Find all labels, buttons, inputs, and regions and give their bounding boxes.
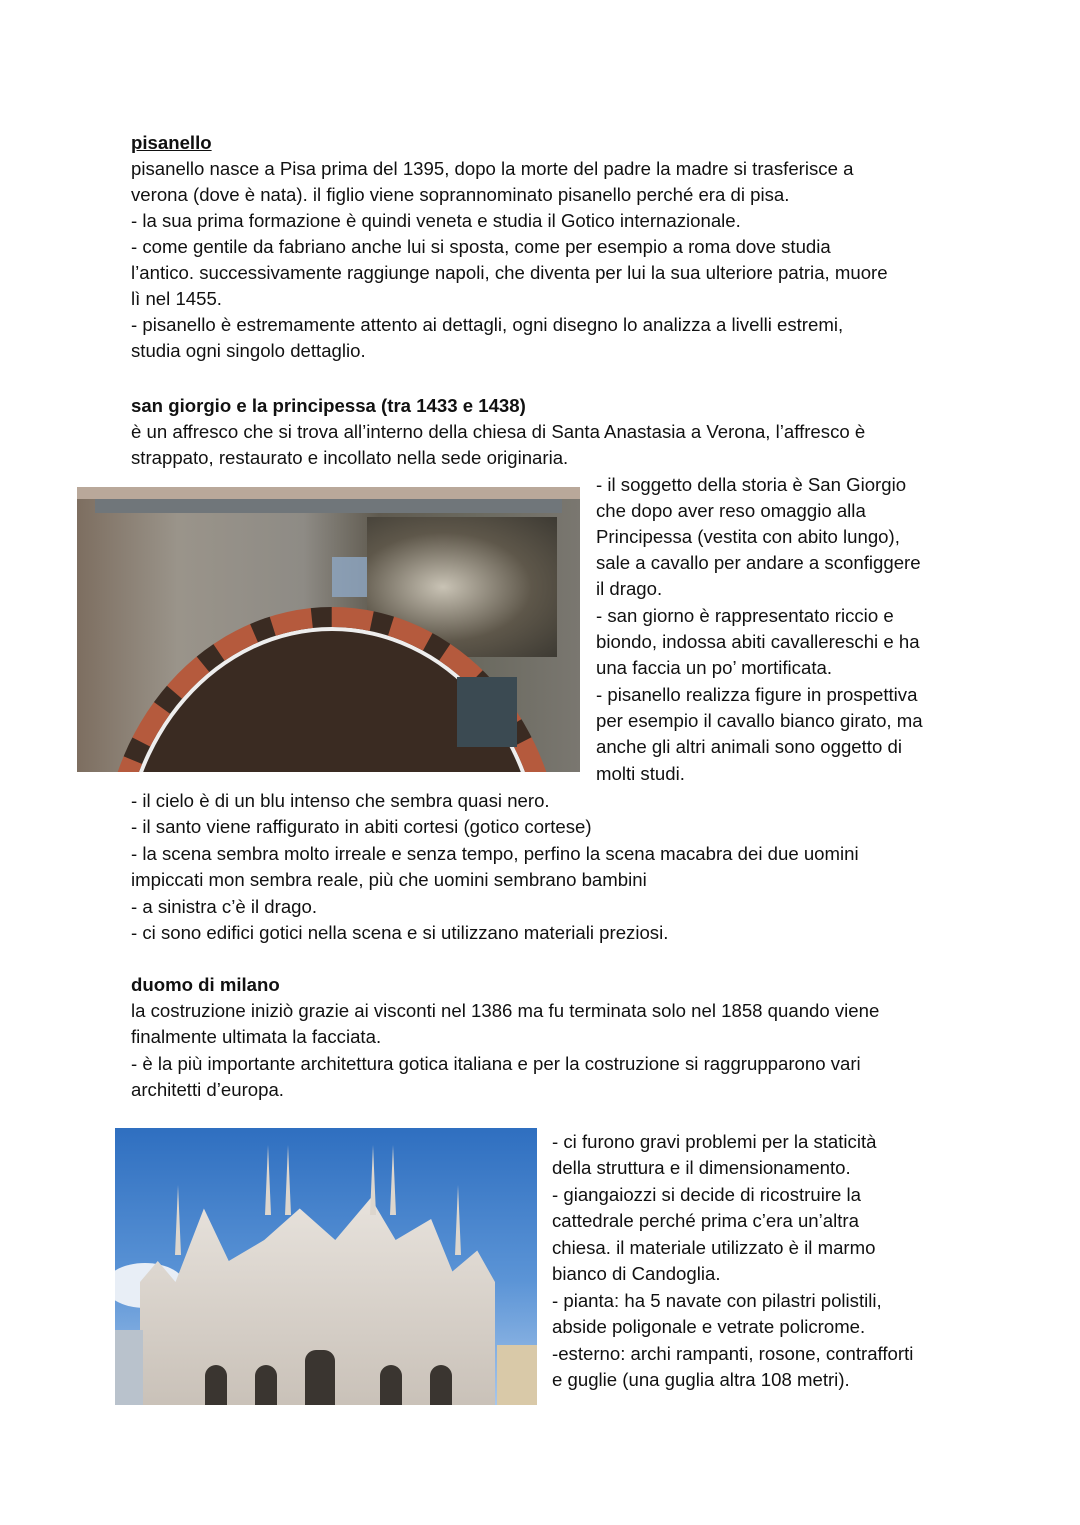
side-text-line: - ci furono gravi problemi per la staticità: [552, 1131, 877, 1152]
section-title-duomo: duomo di milano: [131, 974, 280, 995]
duomo-milano-image: [115, 1128, 537, 1405]
side-text-line: bianco di Candoglia.: [552, 1263, 721, 1284]
side-text-line: che dopo aver reso omaggio alla: [596, 500, 866, 521]
side-text-line: per esempio il cavallo bianco girato, ma: [596, 710, 923, 731]
side-text-line: molti studi.: [596, 763, 685, 784]
paragraph-line: l’antico. successivamente raggiunge napoli, che diventa per lui la sua ulteriore patria, muore: [131, 262, 888, 283]
side-text-line: anche gli altri animali sono oggetto di: [596, 736, 902, 757]
paragraph-line: architetti d’europa.: [131, 1079, 284, 1100]
paragraph-line: - ci sono edifici gotici nella scena e si utilizzano materiali preziosi.: [131, 922, 669, 943]
paragraph-line: verona (dove è nata). il figlio viene soprannominato pisanello perché era di pisa.: [131, 184, 790, 205]
side-text-line: - giangaiozzi si decide di ricostruire la: [552, 1184, 862, 1205]
paragraph-line: è un affresco che si trova all’interno della chiesa di Santa Anastasia a Verona, l’affresco è: [131, 421, 866, 442]
paragraph-line: - il santo viene raffigurato in abiti cortesi (gotico cortese): [131, 816, 592, 837]
paragraph-line: - la scena sembra molto irreale e senza tempo, perfino la scena macabra dei due uomini: [131, 843, 859, 864]
paragraph-line: - è la più importante architettura gotica italiana e per la costruzione si raggrupparono vari: [131, 1053, 861, 1074]
side-text-line: -esterno: archi rampanti, rosone, contrafforti: [552, 1343, 914, 1364]
paragraph-line: - a sinistra c’è il drago.: [131, 896, 318, 917]
paragraph-line: studia ogni singolo dettaglio.: [131, 340, 366, 361]
side-text-line: - il soggetto della storia è San Giorgio: [596, 474, 907, 495]
fresco-san-giorgio-image: [77, 487, 580, 772]
side-text-line: e guglie (una guglia altra 108 metri).: [552, 1369, 850, 1390]
side-text-line: chiesa. il materiale utilizzato è il marmo: [552, 1237, 876, 1258]
side-text-line: abside poligonale e vetrate policrome.: [552, 1316, 866, 1337]
side-text-line: sale a cavallo per andare a sconfiggere: [596, 552, 921, 573]
paragraph-line: pisanello nasce a Pisa prima del 1395, dopo la morte del padre la madre si trasferisce a: [131, 158, 854, 179]
paragraph-line: - come gentile da fabriano anche lui si sposta, come per esempio a roma dove studia: [131, 236, 831, 257]
side-text-line: biondo, indossa abiti cavallereschi e ha: [596, 631, 920, 652]
paragraph-line: impiccati mon sembra reale, più che uomini sembrano bambini: [131, 869, 647, 890]
paragraph-line: - la sua prima formazione è quindi veneta e studia il Gotico internazionale.: [131, 210, 741, 231]
side-text-line: della struttura e il dimensionamento.: [552, 1157, 851, 1178]
side-text-line: - pisanello realizza figure in prospettiva: [596, 684, 918, 705]
paragraph-line: finalmente ultimata la facciata.: [131, 1026, 382, 1047]
side-text-line: una faccia un po’ mortificata.: [596, 657, 832, 678]
paragraph-line: lì nel 1455.: [131, 288, 222, 309]
paragraph-line: la costruzione iniziò grazie ai visconti nel 1386 ma fu terminata solo nel 1858 quando viene: [131, 1000, 880, 1021]
side-text-line: Principessa (vestita con abito lungo),: [596, 526, 900, 547]
paragraph-line: - il cielo è di un blu intenso che sembra quasi nero.: [131, 790, 550, 811]
section-title-san-giorgio: san giorgio e la principessa (tra 1433 e 1438): [131, 395, 526, 416]
side-text-line: il drago.: [596, 578, 663, 599]
side-text-line: - pianta: ha 5 navate con pilastri polistili,: [552, 1290, 882, 1311]
section-title-pisanello: pisanello: [131, 132, 212, 153]
side-text-line: - san giorno è rappresentato riccio e: [596, 605, 894, 626]
paragraph-line: strappato, restaurato e incollato nella sede originaria.: [131, 447, 569, 468]
paragraph-line: - pisanello è estremamente attento ai dettagli, ogni disegno lo analizza a livelli estremi,: [131, 314, 844, 335]
side-text-line: cattedrale perché prima c’era un’altra: [552, 1210, 859, 1231]
